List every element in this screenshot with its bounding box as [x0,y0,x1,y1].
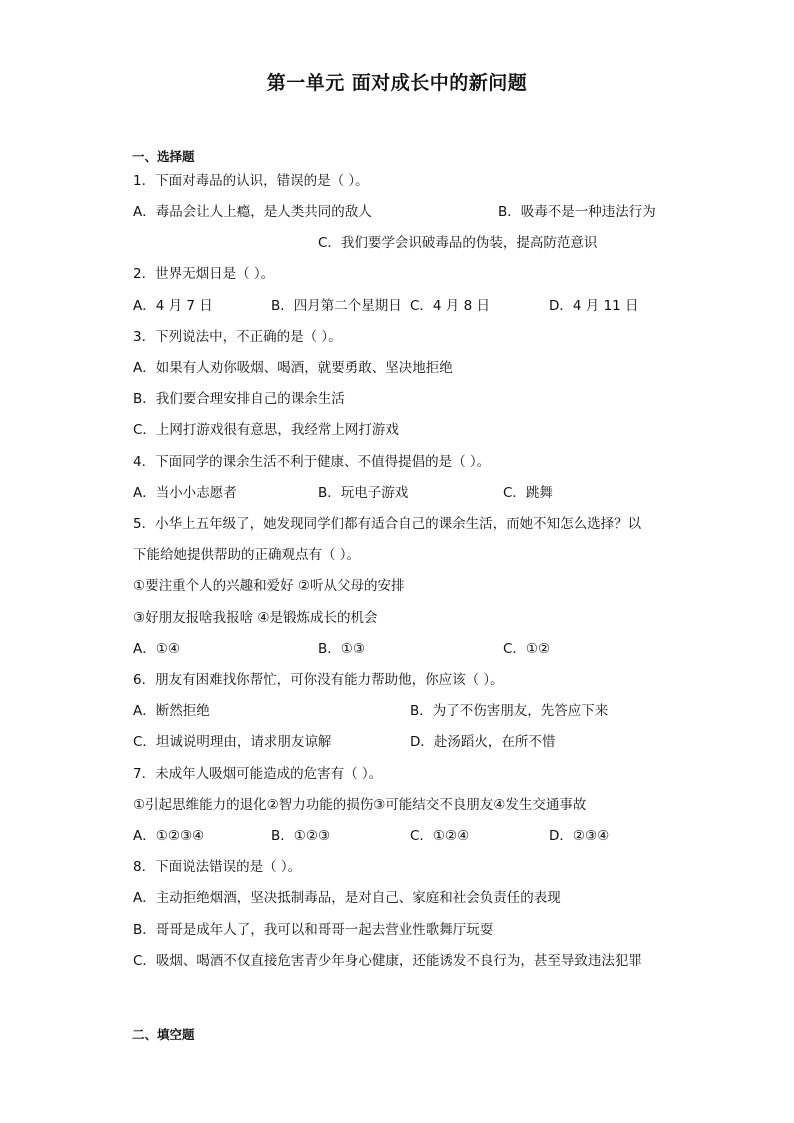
question-7-option-d: D．②③④ [549,828,610,844]
question-4-stem: 4．下面同学的课余生活不利于健康、不值得提倡的是（ ）。 [133,454,491,470]
question-5-option-c: C．①② [503,641,551,657]
question-6-option-a: A．断然拒绝 [133,703,210,719]
page-title: 第一单元 面对成长中的新问题 [266,72,528,94]
question-4-option-a: A．当小小志愿者 [133,485,237,501]
question-8-option-c: C．吸烟、喝酒不仅直接危害青少年身心健康，还能诱发不良行为，甚至导致违法犯罪 [133,953,642,969]
question-5-stem-line-2: 下能给她提供帮助的正确观点有（ ）。 [133,547,361,563]
section-heading-fill: 二、填空题 [132,1027,195,1042]
question-8-option-b: B．哥哥是成年人了，我可以和哥哥一起去营业性歌舞厅玩耍 [133,922,494,938]
question-4-option-c: C．跳舞 [503,485,553,501]
question-4-option-b: B．玩电子游戏 [318,485,409,501]
question-7-option-a: A．①②③④ [133,828,205,844]
question-7-stem: 7．未成年人吸烟可能造成的危害有（ ）。 [133,766,383,782]
question-2-option-d: D．4 月 11 日 [549,298,639,314]
question-6-option-d: D．赴汤蹈火，在所不惜 [410,734,556,750]
question-6-option-c: C．坦诚说明理由，请求朋友谅解 [133,734,332,750]
section-heading-choice: 一、选择题 [132,149,195,164]
question-2-stem: 2．世界无烟日是（ ）。 [133,266,275,282]
question-2-option-c: C．4 月 8 日 [410,298,490,314]
question-8-stem: 8．下面说法错误的是（ ）。 [133,859,302,875]
question-1-option-c: C．我们要学会识破毒品的伪装，提高防范意识 [318,235,598,251]
question-3-option-b: B．我们要合理安排自己的课余生活 [133,391,345,407]
question-1-option-b: B．吸毒不是一种违法行为 [498,204,656,220]
question-1-stem: 1．下面对毒品的认识，错误的是（ ）。 [133,173,369,189]
question-6-option-b: B．为了不伤害朋友，先答应下来 [410,703,609,719]
question-2-option-a: A．4 月 7 日 [133,298,213,314]
question-3-stem: 3．下列说法中，不正确的是（ ）。 [133,329,342,345]
question-2-option-b: B．四月第二个星期日 [271,298,402,314]
question-5-statements-2: ③好朋友报啥我报啥 ④是锻炼成长的机会 [133,610,378,626]
question-5-option-a: A．①④ [133,641,180,657]
question-7-option-c: C．①②④ [410,828,470,844]
question-5-option-b: B．①③ [318,641,365,657]
question-7-option-b: B．①②③ [271,828,331,844]
question-1-option-a: A．毒品会让人上瘾，是人类共同的敌人 [133,204,372,220]
question-5-stem-line-1: 5．小华上五年级了，她发现同学们都有适合自己的课余生活，而她不知怎么选择？以 [133,516,642,532]
question-5-statements-1: ①要注重个人的兴趣和爱好 ②听从父母的安排 [133,578,405,594]
question-8-option-a: A．主动拒绝烟酒，坚决抵制毒品，是对自己、家庭和社会负责任的表现 [133,890,561,906]
question-3-option-c: C．上网打游戏很有意思，我经常上网打游戏 [133,422,399,438]
question-6-stem: 6．朋友有困难找你帮忙，可你没有能力帮助他，你应该（ ）。 [133,672,504,688]
question-7-statements: ①引起思维能力的退化②智力功能的损伤③可能结交不良朋友④发生交通事故 [133,797,587,813]
question-3-option-a: A．如果有人劝你吸烟、喝酒，就要勇敢、坚决地拒绝 [133,360,453,376]
